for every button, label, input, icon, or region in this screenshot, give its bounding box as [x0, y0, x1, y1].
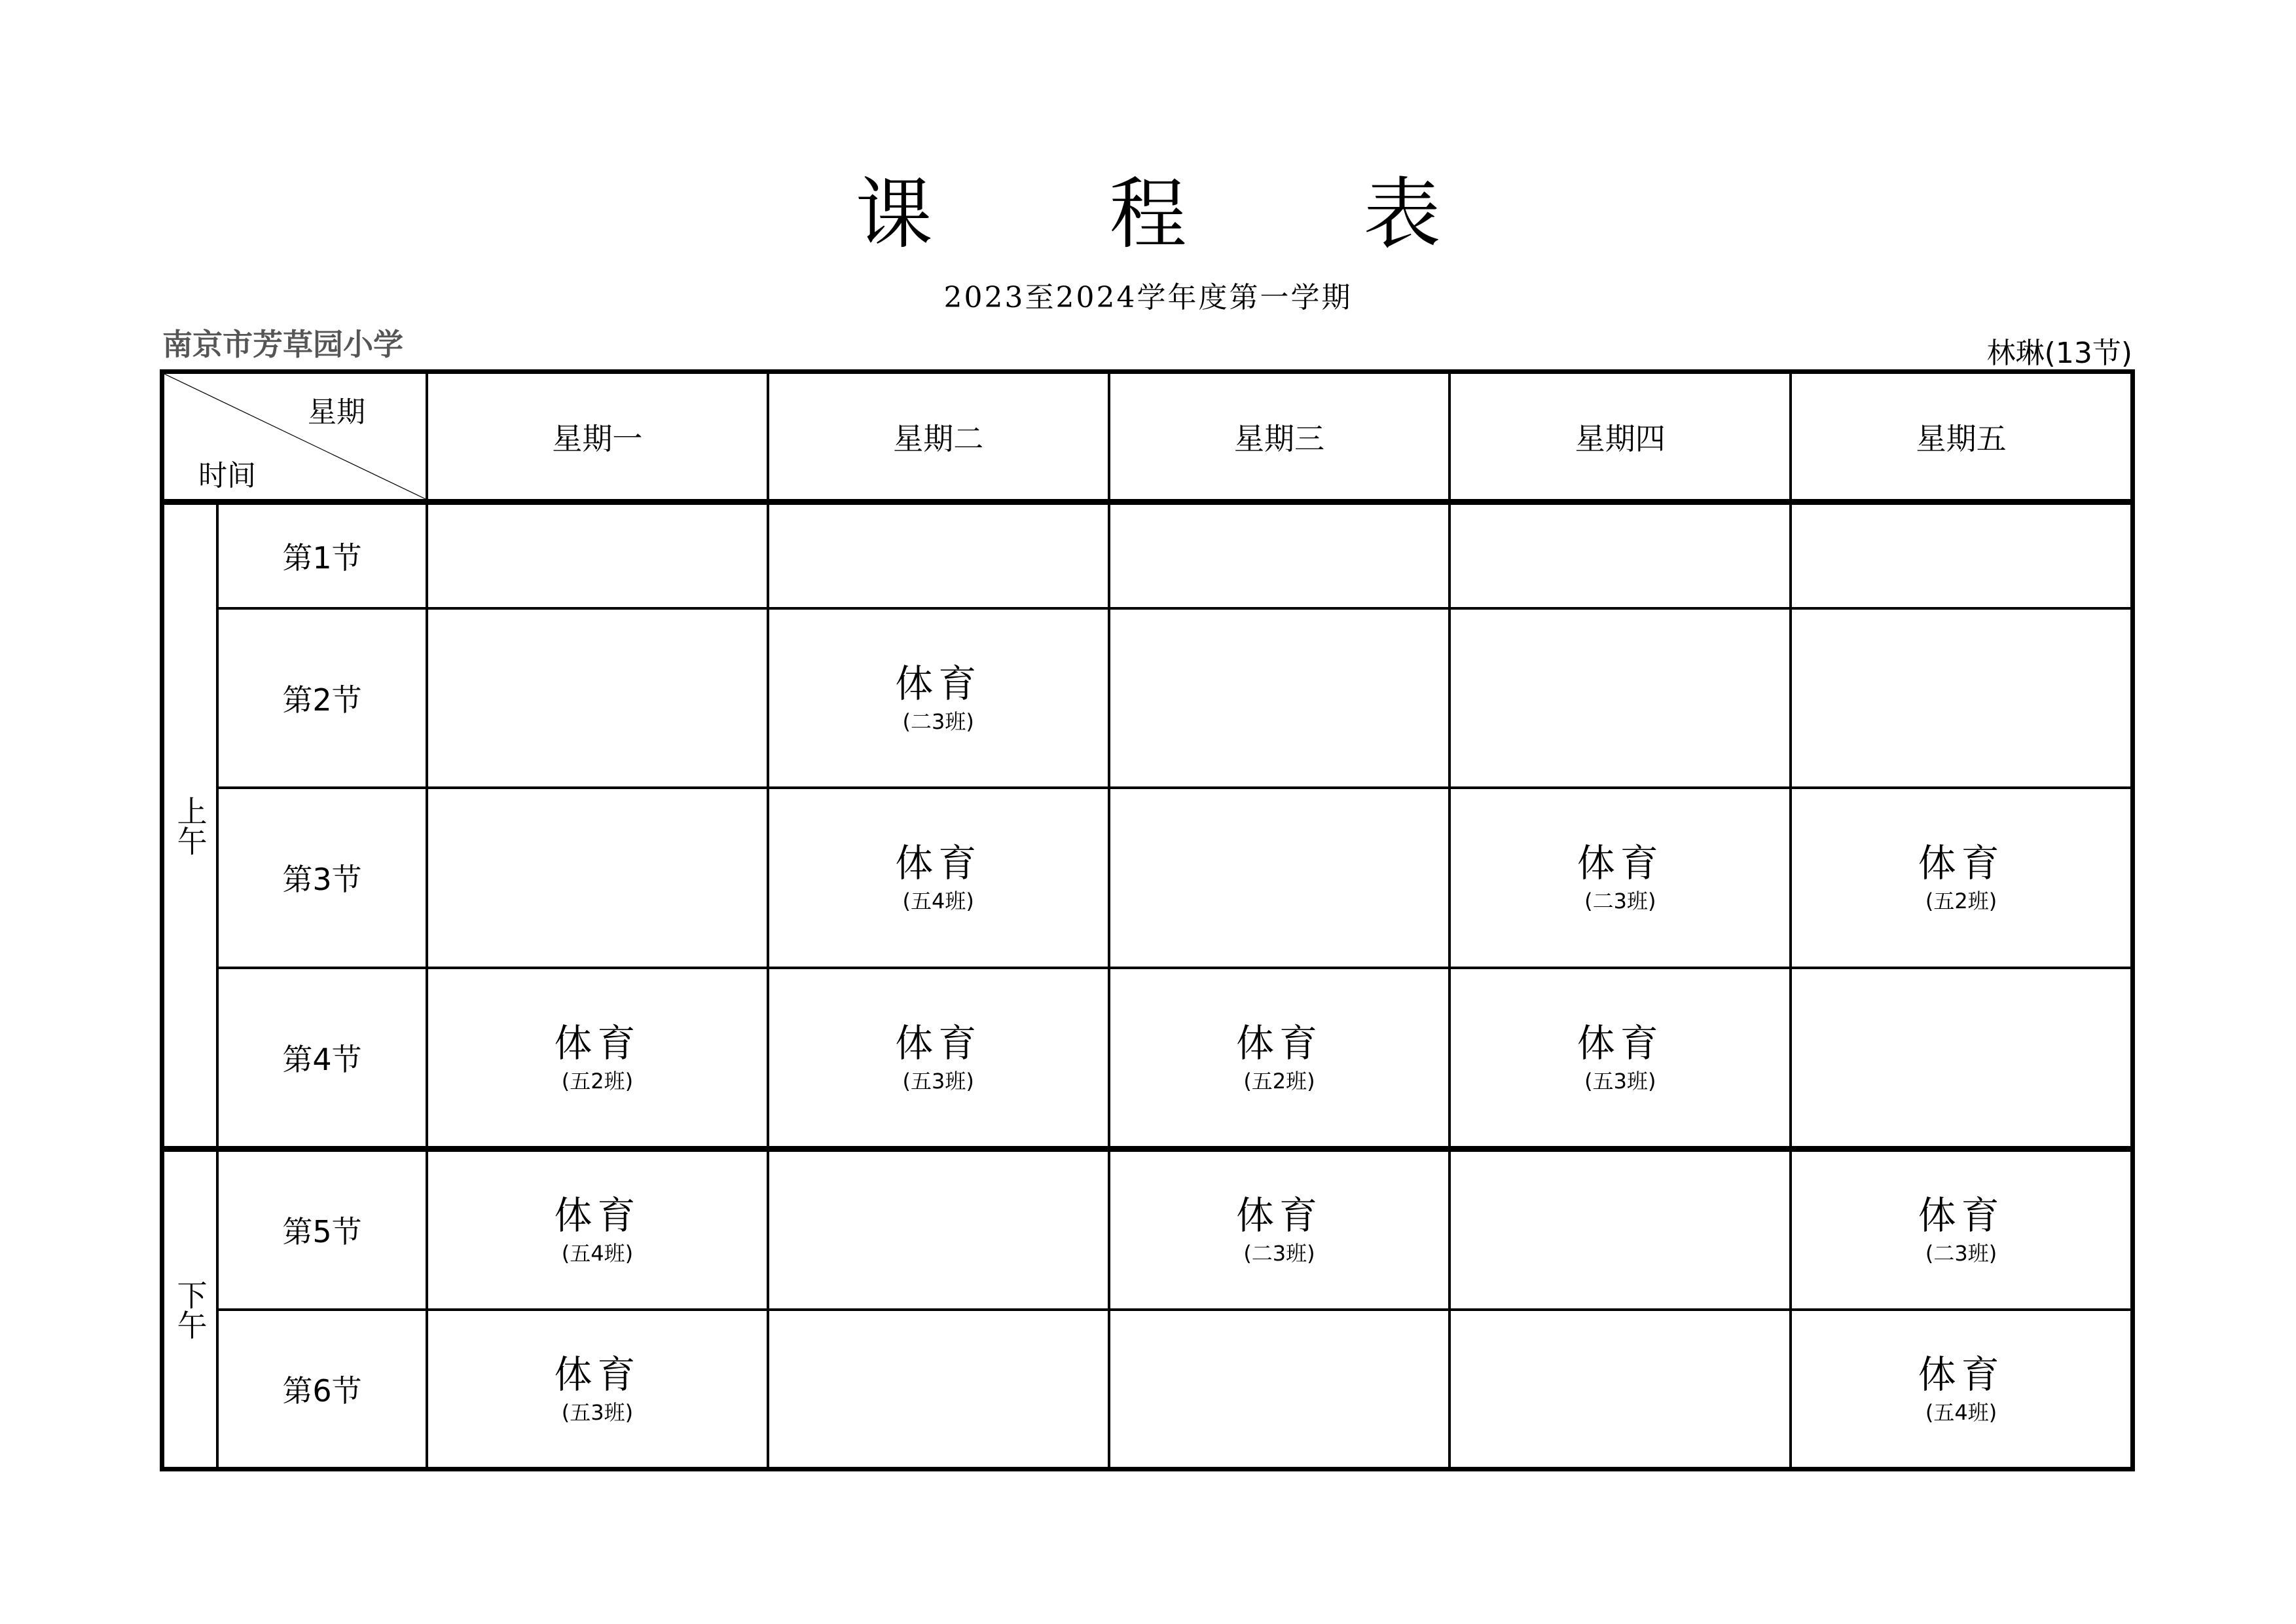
class-name: (五2班) [561, 1068, 634, 1094]
page-title: 课程表 [855, 169, 1618, 259]
schedule-cell [768, 504, 1109, 608]
schedule-cell [427, 788, 768, 967]
schedule-cell [427, 968, 768, 1147]
subject-name: 体育 [1235, 1193, 1322, 1238]
schedule-cell [768, 968, 1109, 1147]
schedule-cell [768, 1151, 1109, 1310]
class-name: (五2班) [1243, 1068, 1315, 1094]
schedule-cell [1449, 968, 1791, 1147]
schedule-cell [1791, 1310, 2132, 1469]
schedule-cell [1109, 968, 1450, 1147]
schedule-cell [1449, 608, 1791, 788]
class-name: (五4班) [902, 889, 974, 914]
day-header: 星期三 [1109, 373, 1450, 500]
schedule-cell [1109, 788, 1450, 967]
schedule-cell [1449, 504, 1791, 608]
school-name: 南京市芳草园小学 [162, 327, 403, 362]
subject-name: 体育 [895, 841, 982, 886]
table-row [163, 968, 2132, 1147]
class-name: (二3班) [1243, 1241, 1315, 1266]
subject-name: 体育 [1918, 1193, 2005, 1238]
header-section [160, 369, 2135, 504]
subject-name: 体育 [554, 1193, 641, 1238]
schedule-cell [1449, 788, 1791, 967]
schedule-cell [1109, 504, 1450, 608]
schedule-cell [1791, 608, 2132, 788]
period-label: 第4节 [217, 968, 427, 1147]
table-row [163, 788, 2132, 967]
subject-name: 体育 [1918, 1352, 2005, 1397]
corner-weekday-label: 星期 [308, 396, 365, 429]
schedule-cell [1449, 1310, 1791, 1469]
class-name: (五3班) [902, 1068, 974, 1094]
table-row [163, 1310, 2132, 1469]
class-name: (五2班) [1925, 889, 1997, 914]
schedule-cell [1109, 608, 1450, 788]
table-row [163, 1151, 2132, 1310]
day-header: 星期一 [427, 373, 768, 500]
table-row [163, 504, 2132, 608]
schedule-cell [768, 608, 1109, 788]
afternoon-label: 下午 [163, 1151, 217, 1468]
period-label: 第1节 [217, 504, 427, 608]
class-name: (五4班) [561, 1241, 634, 1266]
class-name: (二3班) [1584, 889, 1656, 914]
schedule-cell [427, 504, 768, 608]
subject-name: 体育 [895, 661, 982, 707]
schedule-cell [1791, 1151, 2132, 1310]
table-row [163, 608, 2132, 788]
subject-name: 体育 [1576, 1020, 1664, 1065]
class-name: (二3班) [902, 709, 974, 735]
period-label: 第3节 [217, 788, 427, 967]
teacher-name: 林琳(13节) [1986, 337, 2132, 370]
corner-cell [163, 373, 427, 500]
schedule-cell [1449, 1151, 1791, 1310]
class-name: (五4班) [1925, 1399, 1997, 1425]
period-label: 第5节 [217, 1151, 427, 1310]
schedule-cell [1791, 504, 2132, 608]
schedule-cell [427, 1310, 768, 1469]
schedule-cell [768, 1310, 1109, 1469]
schedule-cell [1791, 968, 2132, 1147]
class-name: (五3班) [561, 1399, 634, 1425]
class-name: (五3班) [1584, 1068, 1656, 1094]
schedule-cell [1791, 788, 2132, 967]
schedule-cell [768, 788, 1109, 967]
subject-name: 体育 [554, 1352, 641, 1397]
subject-name: 体育 [1918, 841, 2005, 886]
schedule-cell [427, 608, 768, 788]
subject-name: 体育 [895, 1020, 982, 1065]
schedule-cell [1109, 1310, 1450, 1469]
subject-name: 体育 [554, 1020, 641, 1065]
class-name: (二3班) [1925, 1241, 1997, 1266]
morning-label: 上午 [163, 504, 217, 1147]
schedule-cell [1109, 1151, 1450, 1310]
subject-name: 体育 [1576, 841, 1664, 886]
afternoon-section [160, 1147, 2135, 1471]
corner-time-label: 时间 [198, 459, 256, 492]
period-label: 第2节 [217, 608, 427, 788]
day-header: 星期二 [768, 373, 1109, 500]
day-header: 星期五 [1791, 373, 2132, 500]
term-subtitle: 2023至2024学年度第一学期 [943, 281, 1353, 314]
day-header: 星期四 [1449, 373, 1791, 500]
schedule-cell [427, 1151, 768, 1310]
subject-name: 体育 [1235, 1020, 1322, 1065]
period-label: 第6节 [217, 1310, 427, 1469]
morning-section [160, 500, 2135, 1151]
